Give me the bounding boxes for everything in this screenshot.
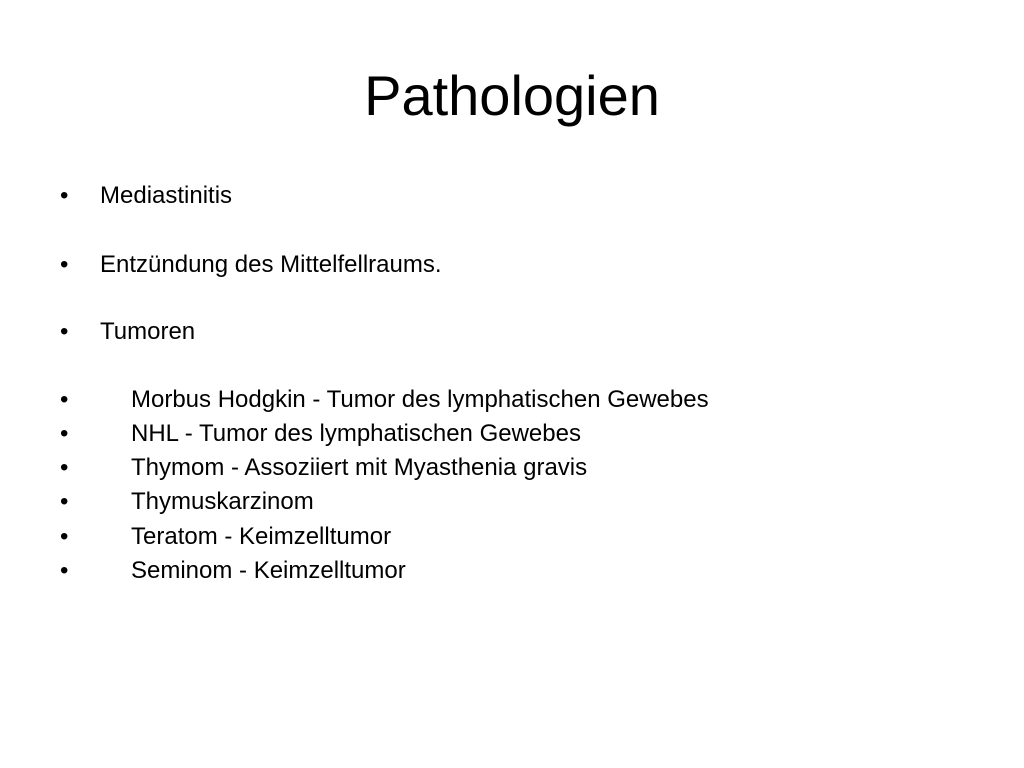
list-item-tumoren [0,315,1000,349]
list-item-nhl [0,417,1000,451]
list-item-teratom [0,520,1000,554]
bullet-icon: • [60,523,69,550]
list-item-mediastinitis [0,179,1000,213]
list-item-entzuendung [0,248,1000,282]
list-item-text: Thymom - Assoziiert mit Myasthenia gravis [131,454,588,481]
list-item-text: NHL - Tumor des lymphatischen Gewebes [131,420,581,447]
list-item-text: Mediastinitis [100,182,233,209]
list-item-text: Morbus Hodgkin - Tumor des lymphatischen Gewebes [131,386,709,413]
list-item-text: Seminom - Keimzelltumor [131,557,406,584]
list-item-thymom [0,451,1000,485]
list-item-text: Thymuskarzinom [131,488,314,515]
list-item-text: Entzündung des Mittelfellraums. [100,251,442,278]
list-item-text: Teratom - Keimzelltumor [131,523,392,550]
bullet-icon: • [60,386,69,413]
list-item-morbus-hodgkin [0,383,1000,417]
bullet-icon: • [60,420,69,447]
list-item-thymuskarzinom [0,485,1000,519]
bullet-icon: • [60,318,69,345]
list-item-text: Tumoren [100,318,196,345]
bullet-icon: • [60,488,69,515]
slide-title: Pathologien [364,64,660,127]
bullet-icon: • [60,251,69,278]
list-item-seminom [0,554,1000,588]
bullet-icon: • [60,454,69,481]
bullet-icon: • [60,557,69,584]
bullet-icon: • [60,182,69,209]
